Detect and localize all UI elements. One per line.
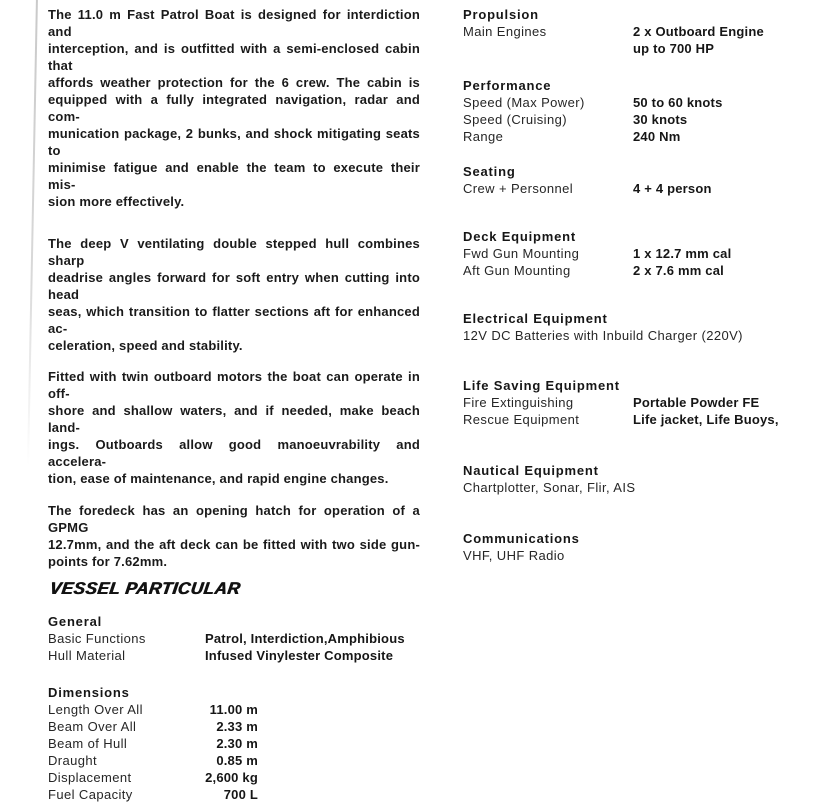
section-title-electrical-equipment: Electrical Equipment — [463, 311, 608, 326]
section-performance — [463, 77, 821, 145]
spec-label: Displacement — [48, 770, 132, 785]
scan-artifact-line — [27, 0, 38, 466]
spec-row — [463, 111, 821, 128]
section-text: Chartplotter, Sonar, Flir, AIS — [463, 480, 636, 495]
spec-value: Patrol, Interdiction,Amphibious — [205, 631, 405, 646]
spec-value: 4 + 4 person — [633, 181, 712, 196]
intro-paragraph-1 — [48, 6, 420, 210]
spec-value: 2 x 7.6 mm cal — [633, 263, 724, 278]
paragraph-line: equipped with a fully integrated navigation, radar and com- — [48, 92, 420, 124]
section-title-seating: Seating — [463, 164, 516, 179]
spec-value: 0.85 m — [216, 753, 258, 768]
section-title-general: General — [48, 614, 103, 629]
spec-label: Crew + Personnel — [463, 181, 574, 196]
spec-label: Main Engines — [463, 24, 547, 39]
section-dimensions — [48, 684, 420, 803]
spec-label: Aft Gun Mounting — [463, 263, 571, 278]
spec-row — [463, 245, 821, 262]
paragraph-line: The deep V ventilating double stepped hull combines sharp — [48, 236, 420, 268]
paragraph-line: sion more effectively. — [48, 194, 185, 209]
section-propulsion — [463, 6, 821, 57]
section-title-nautical-equipment: Nautical Equipment — [463, 463, 599, 478]
spec-value-line: 2 x Outboard Engine — [633, 24, 764, 39]
spec-value — [633, 23, 764, 57]
paragraph-line: tion, ease of maintenance, and rapid engine changes. — [48, 471, 389, 486]
spec-label: Beam of Hull — [48, 736, 128, 751]
spec-row — [48, 735, 420, 752]
section-communications — [463, 530, 821, 564]
section-electrical-equipment — [463, 310, 821, 344]
section-deck-equipment — [463, 228, 821, 279]
section-life-saving-equipment — [463, 377, 821, 428]
spec-label: Length Over All — [48, 702, 143, 717]
section-text: VHF, UHF Radio — [463, 548, 565, 563]
spec-label: Speed (Cruising) — [463, 112, 567, 127]
spec-value: 240 Nm — [633, 129, 681, 144]
spec-row — [48, 647, 420, 664]
left-column — [48, 0, 420, 803]
section-text: 12V DC Batteries with Inbuild Charger (220V) — [463, 328, 743, 343]
paragraph-line: 12.7mm, and the aft deck can be fitted with two side gun- — [48, 537, 420, 552]
section-title-dimensions: Dimensions — [48, 685, 130, 700]
spec-row — [48, 769, 420, 786]
section-seating — [463, 163, 821, 197]
spec-row — [48, 786, 420, 803]
spec-row — [48, 752, 420, 769]
section-title-performance: Performance — [463, 78, 552, 93]
section-title-life-saving-equipment: Life Saving Equipment — [463, 378, 620, 393]
intro-paragraph-4 — [48, 502, 420, 570]
paragraph-line: Fitted with twin outboard motors the boat can operate in off- — [48, 369, 420, 401]
spec-label: Fwd Gun Mounting — [463, 246, 580, 261]
spec-value: Life jacket, Life Buoys, — [633, 412, 779, 427]
paragraph-line: seas, which transition to flatter sections aft for enhanced ac- — [48, 304, 420, 336]
spec-row — [48, 701, 420, 718]
spec-value: 2.33 m — [216, 719, 258, 734]
spec-row — [463, 94, 821, 111]
paragraph-line: celeration, speed and stability. — [48, 338, 243, 353]
section-general — [48, 613, 420, 664]
paragraph-line: points for 7.62mm. — [48, 554, 168, 569]
section-title-deck-equipment: Deck Equipment — [463, 229, 577, 244]
spec-row — [463, 23, 821, 57]
spec-value: Portable Powder FE — [633, 395, 760, 410]
paragraph-line: munication package, 2 bunks, and shock mitigating seats to — [48, 126, 420, 158]
spec-value: 11.00 m — [209, 702, 258, 717]
intro-paragraph-3 — [48, 368, 420, 487]
vessel-particular-heading: VESSEL PARTICULAR — [48, 579, 242, 598]
spec-value: 2.30 m — [216, 736, 258, 751]
spec-label: Draught — [48, 753, 98, 768]
spec-label: Fire Extinguishing — [463, 395, 574, 410]
paragraph-line: interception, and is outfitted with a semi-enclosed cabin that — [48, 41, 420, 73]
spec-value: 50 to 60 knots — [633, 95, 723, 110]
paragraph-line: minimise fatigue and enable the team to execute their mis- — [48, 160, 420, 192]
spec-value: 30 knots — [633, 112, 688, 127]
paragraph-line: deadrise angles forward for soft entry when cutting into head — [48, 270, 420, 302]
spec-row — [463, 394, 821, 411]
spec-row — [463, 128, 821, 145]
intro-paragraph-2 — [48, 235, 420, 354]
spec-label: Basic Functions — [48, 631, 146, 646]
spec-value: 1 x 12.7 mm cal — [633, 246, 732, 261]
spec-label: Speed (Max Power) — [463, 95, 585, 110]
paragraph-line: ings. Outboards allow good manoeuvrability and accelera- — [48, 437, 420, 469]
spec-label: Range — [463, 129, 504, 144]
spec-label: Hull Material — [48, 648, 126, 663]
spec-value: 700 L — [223, 787, 258, 802]
spec-row — [48, 630, 420, 647]
spec-label: Rescue Equipment — [463, 412, 580, 427]
spec-row — [48, 718, 420, 735]
spec-row — [463, 262, 821, 279]
spec-row — [463, 180, 821, 197]
spec-label: Beam Over All — [48, 719, 137, 734]
paragraph-line: The foredeck has an opening hatch for operation of a GPMG — [48, 503, 420, 535]
paragraph-line: affords weather protection for the 6 crew. The cabin is — [48, 75, 420, 90]
paragraph-line: The 11.0 m Fast Patrol Boat is designed for interdiction and — [48, 7, 420, 39]
spec-row — [463, 411, 821, 428]
section-title-communications: Communications — [463, 531, 580, 546]
section-title-propulsion: Propulsion — [463, 7, 539, 22]
spec-value: Infused Vinylester Composite — [205, 648, 394, 663]
paragraph-line: shore and shallow waters, and if needed, make beach land- — [48, 403, 420, 435]
right-column — [463, 6, 821, 564]
spec-value: 2,600 kg — [205, 770, 258, 785]
spec-label: Fuel Capacity — [48, 787, 133, 802]
section-nautical-equipment — [463, 462, 821, 496]
spec-value-line: up to 700 HP — [633, 41, 715, 56]
